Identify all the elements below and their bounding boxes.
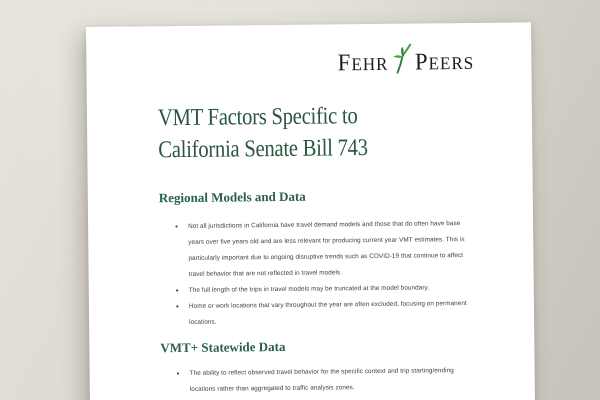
document-title (158, 100, 368, 166)
title-line-1: VMT Factors Specific to (157, 103, 358, 132)
bullet-list-vmt-statewide (190, 363, 474, 398)
bullet-item: • Not all jurisdictions in California have travel demand models and those that do often have base years over five years old and are less relevant for producing current year VMT estimates. This is particularly important due to ongoing disruptive trends such as COVID-19 that continue to affect travel behavior that are not reflected in travel models. (188, 216, 473, 283)
bullet-list-regional-models (188, 216, 473, 331)
bullet-item: • The ability to reflect observed travel behavior for the specific context and trip starting/ending locations rather than aggregated to traffic analysis zones. (190, 363, 474, 398)
title-line-2: California Senate Bill 743 (158, 135, 368, 164)
tree-icon (390, 46, 413, 81)
logo (336, 45, 475, 81)
bullet-item: • Home or work locations that vary throughout the year are often excluded, focusing on permanent locations. (189, 296, 473, 331)
logo-word-fehr: FEHR (337, 50, 389, 77)
logo-word-peers: PEERS (414, 49, 474, 76)
section-heading-vmt-statewide: VMT+ Statewide Data (160, 338, 286, 356)
section-heading-regional-models: Regional Models and Data (158, 188, 306, 206)
bullet-item: • The full length of the trips in travel models may be truncated at the model boundary. (189, 280, 473, 299)
document-page (86, 22, 535, 400)
